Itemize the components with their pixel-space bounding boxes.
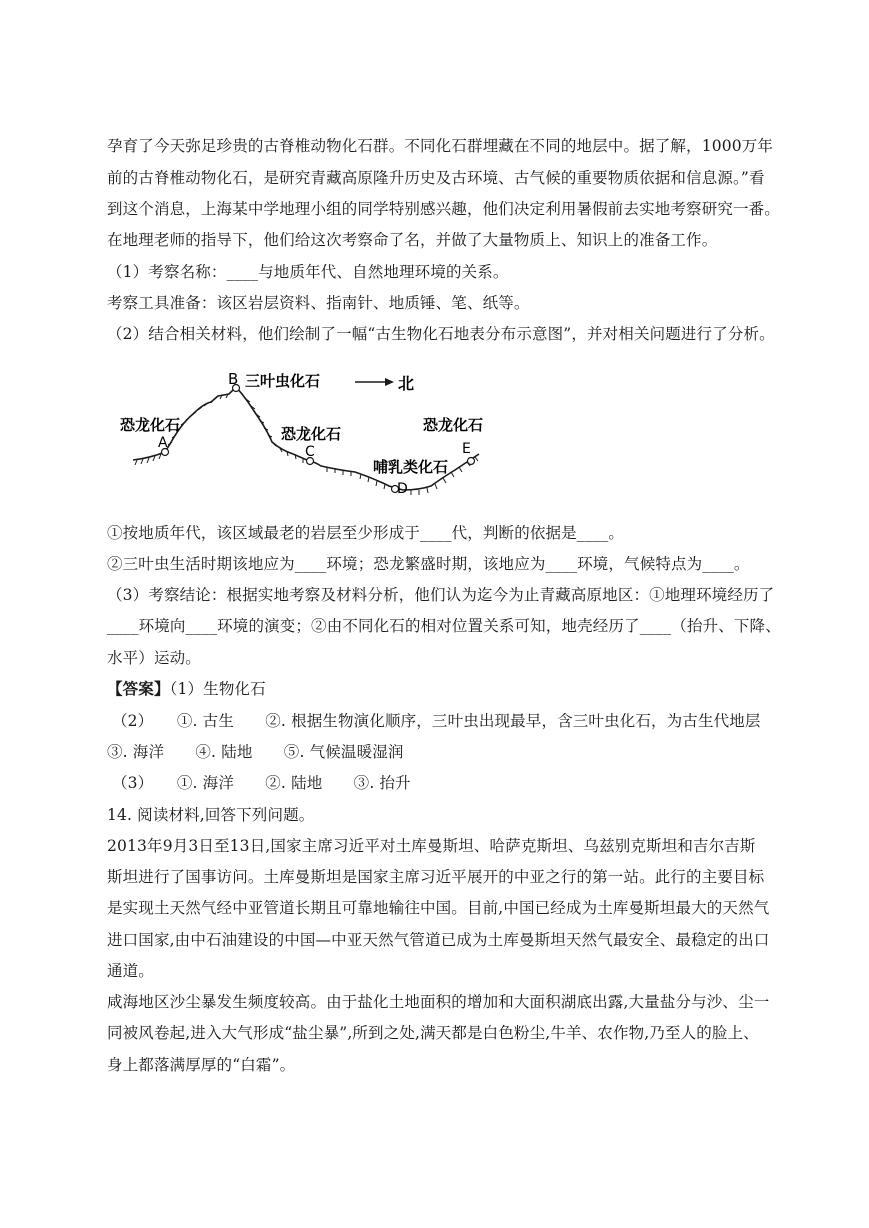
site-e-marker	[468, 458, 475, 465]
paragraph-line: 到这个消息，上海某中学地理小组的同学特别感兴趣，他们决定利用暑假前去实地考察研究一番。	[107, 200, 780, 218]
answer-1: （1）生物化石	[169, 680, 266, 698]
paragraph-line: 在地理老师的指导下，他们给这次考察命了名，并做了大量物质上、知识上的准备工作。	[107, 231, 718, 249]
material-line: 通道。	[107, 962, 154, 980]
label-dino-right: 恐龙化石	[423, 416, 484, 434]
question-3-line: （3）考察结论：根据实地考察及材料分析，他们认为迄今为止青藏高原地区：①地理环境经历了	[107, 586, 775, 604]
label-dino-left: 恐龙化石	[120, 416, 181, 434]
label-e: E	[462, 441, 471, 457]
paragraph-line: 前的古脊椎动物化石，是研究青藏高原隆升历史及古环境、古气候的重要物质依据和信息源。”看	[107, 169, 765, 187]
answer-line-1	[107, 679, 266, 699]
question-3-line: ____环境向____环境的演变；②由不同化石的相对位置关系可知，地壳经历了____（抬升、下降、	[107, 617, 781, 635]
paragraph-line: 孕育了今天弥足珍贵的古脊椎动物化石群。不同化石群埋藏在不同的地层中。据了解，1000万年	[107, 137, 774, 155]
label-d: D	[397, 481, 408, 497]
material-line: 进口国家,由中石油建设的中国—中亚天然气管道已成为土库曼斯坦天然气最安全、最稳定的出口	[107, 931, 770, 949]
answer-3: （3） ①. 海洋 ②. 陆地 ③. 抬升	[112, 774, 411, 792]
label-north: 北	[398, 374, 415, 393]
answer-tag: 【答案】	[107, 679, 170, 698]
fossil-distribution-diagram	[115, 362, 495, 502]
answer-2-cont: ③. 海洋 ④. 陆地 ⑤. 气候温暖湿润	[107, 743, 404, 761]
question-14-title: 14. 阅读材料,回答下列问题。	[107, 806, 315, 824]
label-dino-mid: 恐龙化石	[281, 425, 342, 443]
question-2-a: ①按地质年代，该区域最老的岩层至少形成于____代，判断的依据是____。	[107, 524, 625, 542]
question-1: （1）考察名称：____与地质年代、自然地理环境的关系。	[107, 263, 509, 281]
question-2: （2）结合相关材料，他们绘制了一幅“古生物化石地表分布示意图”，并对相关问题进行了分析。	[107, 325, 775, 343]
material-line: 斯坦进行了国事访问。土库曼斯坦是国家主席习近平展开的中亚之行的第一站。此行的主要目标	[107, 868, 765, 886]
label-b: B	[228, 370, 239, 388]
material-line: 咸海地区沙尘暴发生频度较高。由于盐化土地面积的增加和大面积湖底出露,大量盐分与沙、尘一	[107, 993, 770, 1011]
material-line: 同被风卷起,进入大气形成“盐尘暴”,所到之处,满天都是白色粉尘,牛羊、农作物,乃至人的脸上、	[107, 1024, 759, 1042]
label-c: C	[305, 444, 315, 460]
label-mammal: 哺乳类化石	[373, 458, 449, 476]
tools-line: 考察工具准备：该区岩层资料、指南针、地质锤、笔、纸等。	[107, 294, 530, 312]
question-2-b: ②三叶虫生活时期该地应为____环境；恐龙繁盛时期，该地应为____环境，气候特点为____。	[107, 555, 750, 573]
material-line: 身上都落满厚厚的“白霜”。	[107, 1056, 296, 1074]
material-line: 2013年9月3日至13日,国家主席习近平对土库曼斯坦、哈萨克斯坦、乌兹别克斯坦和吉尔吉斯	[107, 837, 756, 855]
material-line: 是实现土天然气经中亚管道长期且可靠地输往中国。目前,中国已经成为土库曼斯坦最大的天然气	[107, 899, 770, 917]
answer-2: （2） ①. 古生 ②. 根据生物演化顺序，三叶虫出现最早，含三叶虫化石，为古生代地层	[112, 712, 761, 730]
label-a: A	[158, 435, 168, 451]
label-trilobite: 三叶虫化石	[245, 372, 321, 390]
question-3-line: 水平）运动。	[107, 649, 201, 667]
